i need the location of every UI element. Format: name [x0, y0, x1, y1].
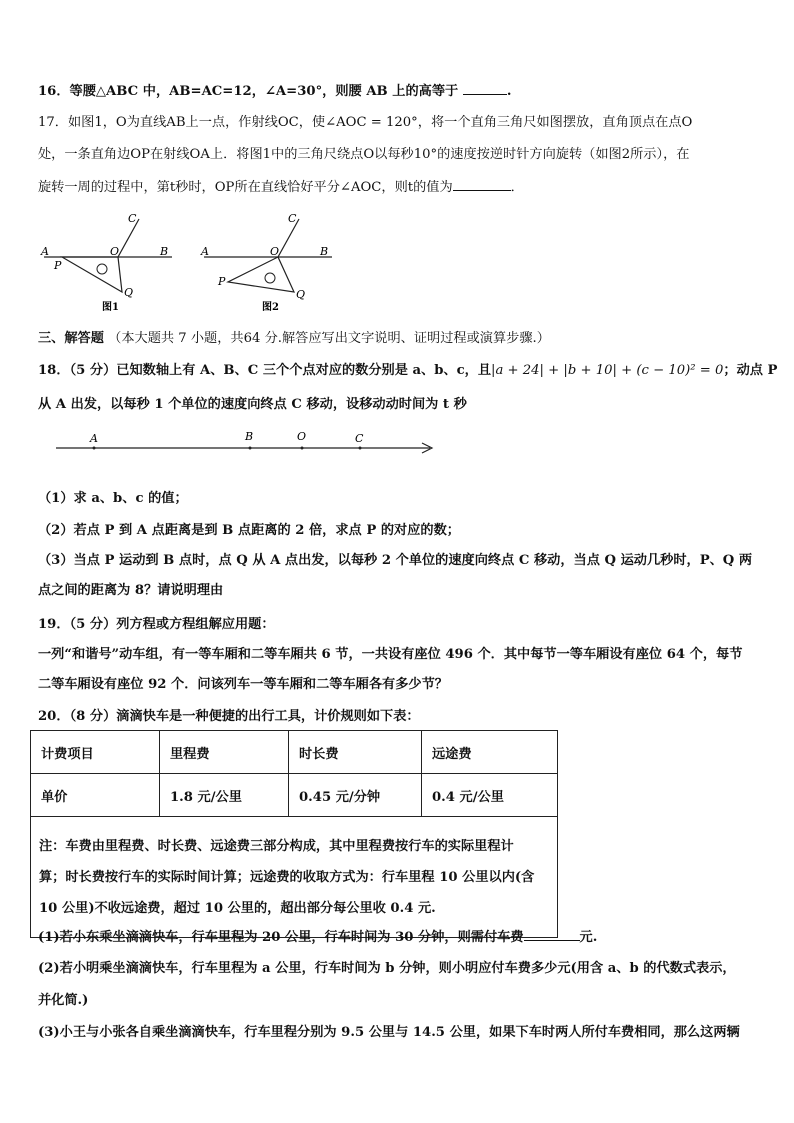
- figure-1: [38, 210, 178, 322]
- q16-tail: .: [506, 84, 512, 99]
- pricing-table-header-row: [31, 731, 558, 774]
- fig1-label-p: P: [54, 259, 62, 272]
- table-header-cell: 计费项目: [31, 731, 160, 774]
- fig1-label-a: A: [41, 245, 49, 258]
- fig1-label-b: B: [160, 245, 169, 258]
- point-b: [249, 447, 252, 450]
- fig2-label-o: O: [270, 245, 280, 258]
- fig1-label-c: C: [128, 212, 137, 225]
- table-note-line: 注：车费由里程费、时长费、远途费三部分构成，其中里程费按行车的实际里程计: [39, 838, 514, 854]
- question-16: [38, 82, 511, 101]
- q18-sub3-line2: 点之间的距离为 8？请说明理由: [38, 583, 224, 598]
- q20-sub1-tail: 元.: [579, 930, 598, 945]
- q18-line1-tail: ；动点 P: [723, 363, 778, 378]
- fig2-label-a: A: [201, 245, 209, 258]
- section-3-heading: [38, 330, 550, 348]
- q18-sub3-line1: （3）当点 P 运动到 B 点时，点 Q 从 A 点出发，以每秒 2 个单位的速度向终点 C 移动，当点 Q 运动几秒时，P、Q 两: [38, 553, 753, 568]
- q20-line1: 20．（8 分）滴滴快车是一种便捷的出行工具，计价规则如下表：: [38, 709, 420, 724]
- q18-line2: 从 A 出发，以每秒 1 个单位的速度向终点 C 移动，设移动动时间为 t 秒: [38, 397, 467, 412]
- axis-label-b: B: [245, 430, 254, 443]
- fig2-caption: 图2: [262, 302, 279, 313]
- table-cell: 单价: [31, 774, 160, 817]
- axis-label-o: O: [297, 430, 307, 443]
- q19-line3: 二等车厢设有座位 92 个．问该列车一等车厢和二等车厢各有多少节？: [38, 677, 448, 692]
- q17-line3-tail: ．: [510, 180, 524, 195]
- point-c: [359, 447, 362, 450]
- table-header-cell: 远途费: [422, 731, 558, 774]
- table-note-line: 10 公里)不收远途费，超过 10 公里的，超出部分每公里收 0.4 元.: [39, 900, 436, 916]
- axis-label-c: C: [355, 432, 364, 445]
- q18-sub2: （2）若点 P 到 A 点距离是到 B 点距离的 2 倍，求点 P 的对应的数；: [38, 523, 460, 538]
- fig1-label-o: O: [110, 245, 120, 258]
- fig2-triangle: [228, 257, 294, 292]
- fig1-circle: [97, 264, 107, 274]
- axis-label-a: A: [90, 432, 98, 445]
- q19-line1: 19．（5 分）列方程或方程组解应用题：: [38, 617, 275, 632]
- table-header-cell: 时长费: [289, 731, 422, 774]
- pricing-table: [30, 730, 558, 938]
- q17-line3-text: 旋转一周的过程中，第t秒时，OP所在直线恰好平分∠AOC，则t的值为: [38, 180, 453, 195]
- table-note: [31, 817, 558, 938]
- q16-answer-blank: [463, 82, 507, 95]
- pricing-table-note-row: [31, 817, 558, 938]
- q17-line2: 处，一条直角边OP在射线OA上．将图1中的三角尺绕点O以每秒10°的速度按逆时针方向旋转（如图2所示），在: [38, 147, 690, 162]
- fig2-label-q: Q: [296, 288, 306, 301]
- table-cell: 1.8 元/公里: [160, 774, 289, 817]
- q20-sub2-line2: 并化简.): [38, 993, 89, 1008]
- q16-text: 16．等腰△ABC 中，AB=AC=12，∠A=30°，则腰 AB 上的高等于: [38, 84, 459, 99]
- q20-sub3: (3)小王与小张各自乘坐滴滴快车，行车里程分别为 9.5 公里与 14.5 公里，如果下车时两人所付车费相同，那么这两辆: [38, 1025, 740, 1040]
- point-a: [93, 447, 96, 450]
- pricing-table-row: [31, 774, 558, 817]
- q20-sub1: [38, 928, 597, 947]
- figure-2: [198, 210, 338, 322]
- q17-line3: [38, 178, 524, 197]
- table-note-line: 算；时长费按行车的实际时间计算；远途费的收取方式为：行车里程 10 公里以内(含: [39, 869, 535, 885]
- q20-sub2-line1: (2)若小明乘坐滴滴快车，行车里程为 a 公里，行车时间为 b 分钟，则小明应付车费多少元(用含 a、b 的代数式表示，: [38, 961, 736, 976]
- q20-answer-blank: [524, 928, 580, 941]
- q20-sub1-text: (1)若小东乘坐滴滴快车，行车里程为 20 公里，行车时间为 30 分钟，则需付车费: [38, 930, 524, 945]
- table-header-cell: 里程费: [160, 731, 289, 774]
- fig2-circle: [265, 273, 275, 283]
- q18-line1: [38, 362, 777, 380]
- section-3-note: （本大题共 7 小题，共64 分.解答应写出文字说明、证明过程或演算步骤.）: [108, 331, 550, 346]
- table-cell: 0.45 元/分钟: [289, 774, 422, 817]
- fig1-label-q: Q: [124, 286, 134, 299]
- table-cell: 0.4 元/公里: [422, 774, 558, 817]
- q18-line1-text: 18．（5 分）已知数轴上有 A、B、C 三个个点对应的数分别是 a、b、c，且: [38, 363, 492, 378]
- fig2-label-b: B: [320, 245, 329, 258]
- q18-sub1: （1）求 a、b、c 的值；: [38, 491, 188, 506]
- fig2-label-p: P: [218, 275, 226, 288]
- fig2-label-c: C: [288, 212, 297, 225]
- q19-line2: 一列“和谐号”动车组，有一等车厢和二等车厢共 6 节，一共设有座位 496 个．其中每节一等车厢设有座位 64 个，每节: [38, 647, 743, 662]
- fig1-caption: 图1: [102, 302, 119, 313]
- number-line: [50, 428, 440, 462]
- q17-answer-blank: [453, 178, 511, 191]
- fig1-triangle: [62, 257, 122, 292]
- q17-line1: 17．如图1，O为直线AB上一点，作射线OC，使∠AOC = 120°，将一个直角三角尺如图摆放，直角顶点在点O: [38, 115, 693, 130]
- point-o: [301, 447, 304, 450]
- section-3-title: 三、解答题: [38, 331, 104, 346]
- q18-formula: |a + 24| + |b + 10| + (c − 10)² = 0: [491, 363, 724, 378]
